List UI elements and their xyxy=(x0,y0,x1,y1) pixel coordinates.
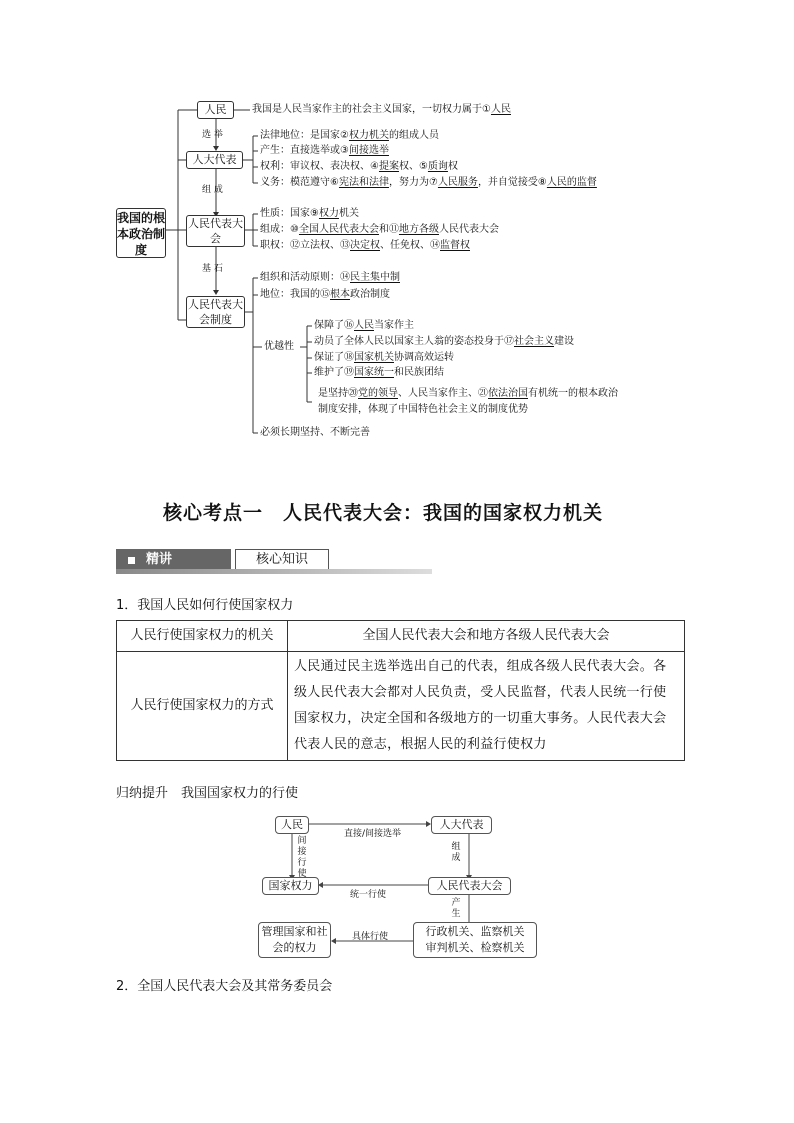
youyue-line-1: 保障了⑯人民当家作主 xyxy=(314,320,414,331)
node-zhidu: 人民代表大会制度 xyxy=(188,298,243,326)
youyue-line-2: 动员了全体人民以国家主人翁的姿态投身于⑰社会主义建设 xyxy=(314,336,574,347)
bar-tag: 精讲 xyxy=(116,549,231,571)
must-line: 必须长期坚持、不断完善 xyxy=(260,427,370,438)
daibiao-line-4: 义务：模范遵守⑥宪法和法律，努力为⑦人民服务，并自觉接受⑧人民的监督 xyxy=(260,177,597,188)
q2-heading: 2．全国人民代表大会及其常务委员会 xyxy=(116,979,333,994)
link-jishi: 基 石 xyxy=(202,264,223,274)
youyue-label: 优越性 xyxy=(264,341,294,352)
table-cell-label: 人民行使国家权力的机关 xyxy=(117,621,288,652)
flow-jiguan: 行政机关、监察机关 审判机关、检察机关 xyxy=(413,922,537,958)
bar-label: 核心知识 xyxy=(235,549,329,571)
table-cell-label: 人民行使国家权力的方式 xyxy=(117,652,288,761)
renmin-line: 我国是人民当家作主的社会主义国家，一切权力属于①人民 xyxy=(252,104,511,115)
dahui-line-1: 性质：国家⑨权力机关 xyxy=(260,208,359,219)
summary-label: 归纳提升 我国国家权力的行使 xyxy=(116,786,299,801)
node-dahui: 人民代表大会 xyxy=(188,217,243,245)
flow-guanli: 管理国家和社会的权力 xyxy=(258,922,331,958)
section-title: 核心考点一 人民代表大会：我国的国家权力机关 xyxy=(163,502,604,524)
link-xuanju: 选 举 xyxy=(202,130,223,140)
daibiao-line-3: 权利：审议权、表决权、④提案权、⑤质询权 xyxy=(260,161,458,172)
link-zucheng: 组 成 xyxy=(202,185,223,195)
node-daibiao: 人大代表 xyxy=(186,151,243,169)
daibiao-line-2: 产生：直接选举或③间接选举 xyxy=(260,145,389,156)
daibiao-line-1: 法律地位：是国家②权力机关的组成人员 xyxy=(260,130,439,141)
dahui-line-2: 组成：⑩全国人民代表大会和⑪地方各级人民代表大会 xyxy=(260,224,499,235)
arrow-label-jianjie: 间接行使 xyxy=(297,836,307,879)
root-label: 我国的根本政治制度 xyxy=(117,211,166,257)
flow-dahui: 人民代表大会 xyxy=(428,877,511,895)
youyue-line-5b: 制度安排，体现了中国特色社会主义的制度优势 xyxy=(318,404,528,415)
flow-renmin: 人民 xyxy=(275,816,309,834)
youyue-line-3: 保证了⑱国家机关协调高效运转 xyxy=(314,352,454,363)
dahui-line-3: 职权：⑫立法权、⑬决定权、任免权、⑭监督权 xyxy=(260,240,470,251)
q1-heading: 1．我国人民如何行使国家权力 xyxy=(116,598,294,613)
table-cell-value: 全国人民代表大会和地方各级人民代表大会 xyxy=(288,621,685,652)
arrow-label-xuanju: 直接/间接选举 xyxy=(344,829,402,839)
table-cell-value: 人民通过民主选举选出自己的代表，组成各级人民代表大会。各级人民代表大会都对人民负责，受人民监督，代表人民统一行使国家权力，决定全国和各级地方的一切重大事务。人民代表大会代表人民的意志，根据人民的利益行使权力 xyxy=(288,652,685,761)
arrow-label-zucheng: 组成 xyxy=(451,842,461,863)
youyue-line-5: 是坚持⑳党的领导、人民当家作主、㉑依法治国有机统一的根本政治 xyxy=(318,388,618,399)
flow-daibiao: 人大代表 xyxy=(431,816,492,834)
flow-guojia: 国家权力 xyxy=(262,877,319,895)
youyue-line-4: 维护了⑲国家统一和民族团结 xyxy=(314,367,444,378)
zhidu-line-2: 地位：我国的⑮根本政治制度 xyxy=(260,289,390,300)
zhidu-line-1: 组织和活动原则：⑭民主集中制 xyxy=(260,272,400,283)
arrow-label-tongyi: 统一行使 xyxy=(350,890,387,900)
arrow-label-juti: 具体行使 xyxy=(352,932,389,942)
node-renmin: 人民 xyxy=(197,101,234,119)
arrow-label-chansheng: 产生 xyxy=(451,898,461,919)
